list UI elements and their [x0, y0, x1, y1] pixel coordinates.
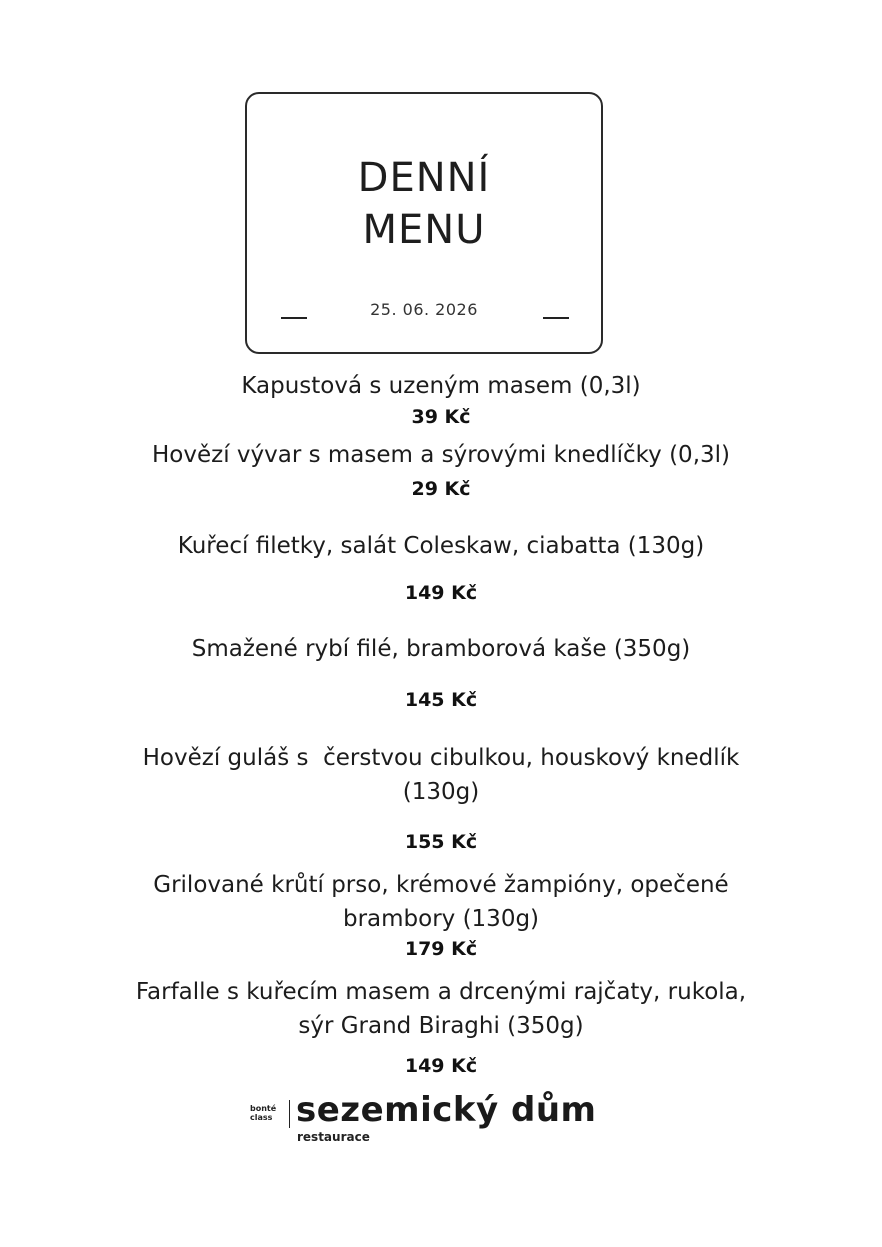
dish-price: 155 Kč [404, 831, 478, 853]
dish-price: 29 Kč [411, 478, 471, 500]
dish-price: 149 Kč [404, 582, 478, 604]
dish-name: Smažené rybí filé, bramborová kaše (350g) [191, 636, 691, 662]
dish-price: 39 Kč [411, 406, 471, 428]
dish-price: 145 Kč [404, 689, 478, 711]
dish-name: Kapustová s uzeným masem (0,3l) [241, 373, 641, 399]
logo-name: sezemický dům [296, 1090, 597, 1130]
logo-subtitle: restaurace [297, 1130, 370, 1144]
restaurant-logo [250, 1090, 610, 1144]
dish-name: Hovězí guláš s čerstvou cibulkou, houskový knedlík (130g) [142, 745, 740, 805]
title-line-2: MENU [362, 207, 486, 253]
dish-price: 149 Kč [404, 1055, 478, 1077]
dish-name: Hovězí vývar s masem a sýrovými knedlíčky (0,3l) [152, 442, 730, 468]
logo-divider [289, 1100, 290, 1128]
logo-brand-small [250, 1104, 276, 1122]
logo-small-line-1: bonté [250, 1104, 277, 1113]
logo-small-line-2: class [250, 1113, 273, 1122]
dish-name: Kuřecí filetky, salát Coleskaw, ciabatta (130g) [177, 533, 705, 559]
page-title [247, 152, 601, 256]
dish-price: 179 Kč [404, 938, 478, 960]
header-box [245, 92, 603, 354]
dish-name: Grilované krůtí prso, krémové žampióny, opečené brambory (130g) [153, 872, 729, 932]
decorative-dash-right [543, 317, 569, 319]
dish-name: Farfalle s kuřecím masem a drcenými rajčaty, rukola, sýr Grand Biraghi (350g) [135, 979, 747, 1039]
menu-date: 25. 06. 2026 [370, 300, 478, 319]
title-line-1: DENNÍ [357, 155, 491, 201]
